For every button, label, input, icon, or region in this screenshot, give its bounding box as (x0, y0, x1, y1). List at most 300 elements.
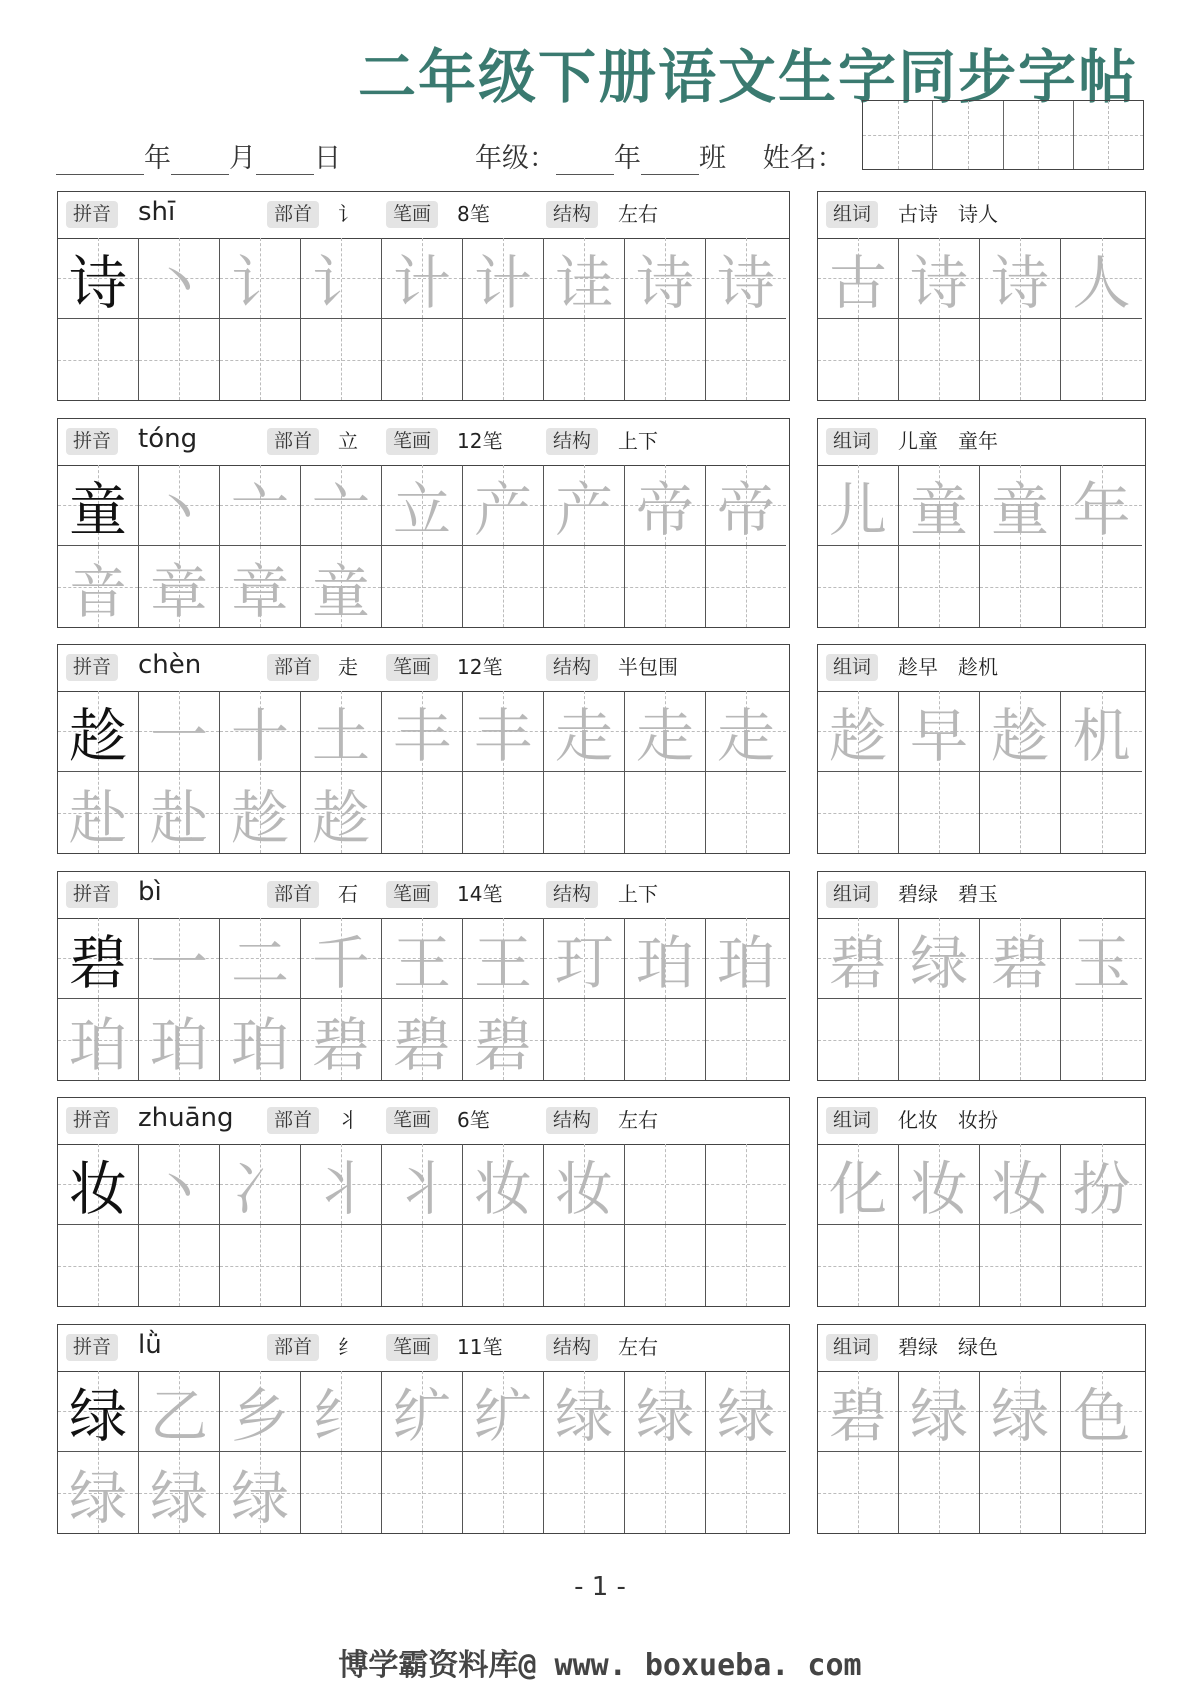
writing-cell[interactable] (301, 1371, 382, 1452)
words-value: 碧绿 碧玉 (898, 882, 998, 906)
pinyin-value: chèn (138, 650, 202, 680)
strokes-tag: 笔画 (386, 654, 438, 681)
trace-character: 妆 (554, 1155, 613, 1223)
trace-character: 妆 (909, 1155, 968, 1223)
writing-cell[interactable] (625, 1371, 706, 1452)
grade-year-blank[interactable] (556, 148, 614, 175)
page-number: - 1 - (574, 1572, 626, 1602)
guide-line-vertical (1020, 546, 1021, 627)
writing-cell[interactable] (463, 319, 544, 400)
trace-character: 绿 (909, 1382, 968, 1450)
writing-cell[interactable] (220, 1225, 301, 1306)
writing-cell[interactable] (625, 465, 706, 546)
writing-cell[interactable] (139, 999, 220, 1080)
character-info-row (58, 192, 789, 239)
writing-cell[interactable] (139, 238, 220, 319)
guide-line-vertical (1020, 1452, 1021, 1533)
writing-cell[interactable] (301, 772, 382, 853)
trace-character: 计 (473, 249, 532, 317)
guide-line-vertical (503, 546, 504, 627)
guide-line-vertical (584, 319, 585, 400)
writing-cell[interactable] (980, 319, 1061, 400)
writing-cell[interactable] (706, 465, 786, 546)
name-box-cell[interactable] (1004, 101, 1074, 169)
writing-cell[interactable] (1061, 1452, 1142, 1533)
writing-cell[interactable] (899, 772, 980, 853)
trace-character: 绿 (909, 929, 968, 997)
name-box-cell[interactable] (863, 101, 933, 169)
writing-cell[interactable] (1061, 319, 1142, 400)
guide-line-vertical (584, 546, 585, 627)
writing-cell[interactable] (220, 319, 301, 400)
writing-cell[interactable] (544, 319, 625, 400)
writing-cell[interactable] (139, 465, 220, 546)
writing-cell[interactable] (544, 546, 625, 627)
guide-line-vertical (1020, 999, 1021, 1080)
writing-cell[interactable] (139, 1225, 220, 1306)
trace-character: 珀 (230, 1010, 289, 1079)
writing-cell[interactable] (818, 772, 899, 853)
words-tag: 组词 (826, 201, 878, 228)
guide-line-vertical (858, 546, 859, 627)
writing-cell[interactable] (544, 999, 625, 1080)
writing-cell[interactable] (1061, 918, 1142, 999)
writing-cell[interactable] (382, 1371, 463, 1452)
trace-character: 乡 (230, 1382, 289, 1450)
guide-line-vertical (746, 1225, 747, 1306)
writing-cell[interactable] (139, 691, 220, 772)
writing-cell[interactable] (220, 1371, 301, 1452)
writing-cell[interactable] (544, 772, 625, 853)
trace-character: 音 (68, 557, 127, 626)
month-blank[interactable] (171, 148, 229, 175)
writing-cell[interactable] (980, 546, 1061, 627)
writing-grid (58, 465, 789, 627)
trace-character: 绿 (716, 1382, 775, 1450)
guide-line-vertical (584, 1452, 585, 1533)
writing-cell[interactable] (382, 238, 463, 319)
writing-grid (58, 1371, 789, 1533)
writing-cell[interactable] (301, 546, 382, 627)
writing-cell[interactable] (220, 691, 301, 772)
name-box-cell[interactable] (933, 101, 1003, 169)
writing-cell[interactable] (382, 319, 463, 400)
writing-cell[interactable] (899, 1452, 980, 1533)
structure-value: 半包围 (618, 655, 678, 679)
writing-cell[interactable] (706, 319, 786, 400)
strokes-value: 12笔 (457, 429, 503, 453)
trace-character: 古 (828, 249, 887, 317)
writing-cell[interactable] (706, 999, 786, 1080)
structure-value: 上下 (618, 882, 658, 906)
writing-cell[interactable] (139, 1371, 220, 1452)
footer-watermark: 博学霸资料库@ www. boxueba. com (338, 1648, 862, 1683)
name-box-cell[interactable] (1074, 101, 1143, 169)
writing-cell[interactable] (625, 1144, 706, 1225)
trace-character: 章 (149, 557, 208, 626)
writing-cell[interactable] (220, 238, 301, 319)
radical-tag: 部首 (267, 1107, 319, 1134)
writing-cell[interactable] (980, 238, 1061, 319)
name-boxes[interactable] (862, 100, 1144, 170)
trace-character: 计 (392, 249, 451, 317)
page-title: 二年级下册语文生字同步字帖 (358, 43, 1139, 111)
writing-cell[interactable] (463, 465, 544, 546)
guide-line-vertical (858, 1452, 859, 1533)
trace-character: 纩 (473, 1382, 532, 1450)
guide-line-vertical (503, 1452, 504, 1533)
writing-cell[interactable] (1061, 546, 1142, 627)
day-blank[interactable] (256, 148, 314, 175)
date-line (56, 136, 341, 175)
guide-line-vertical (260, 319, 261, 400)
pinyin-tag: 拼音 (66, 1334, 118, 1361)
guide-line-vertical (1102, 999, 1103, 1080)
writing-cell[interactable] (463, 546, 544, 627)
writing-grid (58, 238, 789, 400)
writing-cell[interactable] (1061, 465, 1142, 546)
trace-character: 丶 (149, 476, 208, 544)
trace-character: 丬 (311, 1155, 370, 1223)
writing-cell[interactable] (58, 1225, 139, 1306)
word-grid (818, 691, 1145, 853)
trace-character: 绿 (149, 1463, 208, 1532)
guide-line-vertical (503, 772, 504, 853)
writing-grid (58, 691, 789, 853)
writing-cell[interactable] (463, 1371, 544, 1452)
writing-cell[interactable] (544, 1371, 625, 1452)
model-character: 趁 (68, 702, 127, 770)
writing-cell[interactable] (625, 772, 706, 853)
writing-cell[interactable] (58, 465, 139, 546)
year-blank[interactable] (56, 148, 144, 175)
writing-cell[interactable] (301, 999, 382, 1080)
writing-cell[interactable] (382, 691, 463, 772)
writing-cell[interactable] (706, 1225, 786, 1306)
trace-character: 化 (828, 1155, 887, 1223)
writing-cell[interactable] (706, 546, 786, 627)
writing-cell[interactable] (463, 772, 544, 853)
writing-cell[interactable] (980, 1144, 1061, 1225)
writing-cell[interactable] (301, 319, 382, 400)
radical-tag: 部首 (267, 654, 319, 681)
pinyin-value: zhuāng (138, 1103, 234, 1133)
writing-cell[interactable] (301, 1144, 382, 1225)
writing-cell[interactable] (899, 691, 980, 772)
writing-cell[interactable] (58, 546, 139, 627)
guide-line-vertical (858, 999, 859, 1080)
writing-cell[interactable] (544, 1452, 625, 1533)
trace-character: 绿 (230, 1463, 289, 1532)
writing-cell[interactable] (818, 1225, 899, 1306)
writing-cell[interactable] (382, 546, 463, 627)
trace-character: 走 (554, 702, 613, 770)
pinyin-tag: 拼音 (66, 201, 118, 228)
writing-cell[interactable] (544, 691, 625, 772)
writing-cell[interactable] (706, 772, 786, 853)
grade-label: 年级： (475, 143, 556, 174)
writing-cell[interactable] (1061, 691, 1142, 772)
writing-cell[interactable] (899, 918, 980, 999)
writing-cell[interactable] (463, 238, 544, 319)
writing-cell[interactable] (818, 238, 899, 319)
writing-cell[interactable] (220, 546, 301, 627)
writing-cell[interactable] (544, 1144, 625, 1225)
guide-line-vertical (665, 999, 666, 1080)
character-panel (57, 1097, 790, 1307)
writing-cell[interactable] (1061, 238, 1142, 319)
guide-line-vertical (422, 1225, 423, 1306)
writing-cell[interactable] (1061, 772, 1142, 853)
writing-cell[interactable] (980, 691, 1061, 772)
writing-cell[interactable] (463, 1225, 544, 1306)
trace-character: 妆 (473, 1155, 532, 1223)
model-character: 碧 (68, 929, 127, 997)
writing-cell[interactable] (220, 1144, 301, 1225)
writing-cell[interactable] (706, 1371, 786, 1452)
radical-value: 纟 (338, 1335, 358, 1359)
writing-cell[interactable] (301, 238, 382, 319)
structure-value: 左右 (618, 202, 658, 226)
writing-cell[interactable] (301, 918, 382, 999)
writing-cell[interactable] (382, 1225, 463, 1306)
word-info-row (818, 1098, 1145, 1145)
writing-cell[interactable] (58, 319, 139, 400)
writing-cell[interactable] (382, 918, 463, 999)
writing-cell[interactable] (463, 999, 544, 1080)
radical-value: 立 (338, 429, 358, 453)
writing-cell[interactable] (220, 918, 301, 999)
guide-line-vertical (665, 772, 666, 853)
guide-line-vertical (1020, 1225, 1021, 1306)
guide-line-vertical (746, 1144, 747, 1224)
trace-character: 童 (909, 476, 968, 544)
writing-cell[interactable] (1061, 999, 1142, 1080)
word-grid (818, 465, 1145, 627)
writing-cell[interactable] (899, 319, 980, 400)
writing-cell[interactable] (382, 999, 463, 1080)
writing-cell[interactable] (139, 918, 220, 999)
strokes-tag: 笔画 (386, 1107, 438, 1134)
writing-cell[interactable] (625, 999, 706, 1080)
structure-tag: 结构 (546, 428, 598, 455)
trace-character: 一 (149, 929, 208, 997)
writing-cell[interactable] (625, 546, 706, 627)
writing-cell[interactable] (818, 1371, 899, 1452)
guide-line-vertical (939, 772, 940, 853)
writing-cell[interactable] (58, 691, 139, 772)
writing-cell[interactable] (625, 1225, 706, 1306)
writing-cell[interactable] (58, 1144, 139, 1225)
word-info-row (818, 872, 1145, 919)
writing-cell[interactable] (382, 465, 463, 546)
words-tag: 组词 (826, 1334, 878, 1361)
writing-cell[interactable] (139, 772, 220, 853)
trace-character: 一 (149, 702, 208, 770)
strokes-tag: 笔画 (386, 881, 438, 908)
writing-cell[interactable] (382, 1144, 463, 1225)
guide-line-vertical (179, 319, 180, 400)
word-info-row (818, 192, 1145, 239)
writing-cell[interactable] (706, 691, 786, 772)
guide-line-vertical (858, 319, 859, 400)
trace-character: 诖 (554, 249, 613, 317)
trace-character: 绿 (68, 1463, 127, 1532)
writing-cell[interactable] (220, 465, 301, 546)
word-panel (817, 191, 1146, 401)
writing-cell[interactable] (818, 546, 899, 627)
writing-cell[interactable] (301, 1225, 382, 1306)
writing-cell[interactable] (58, 1452, 139, 1533)
class-blank[interactable] (641, 148, 699, 175)
guide-line-vertical (665, 1452, 666, 1533)
writing-cell[interactable] (625, 918, 706, 999)
writing-cell[interactable] (706, 1452, 786, 1533)
writing-cell[interactable] (818, 691, 899, 772)
trace-character: 童 (311, 557, 370, 626)
writing-cell[interactable] (625, 691, 706, 772)
trace-character: 玉 (1072, 929, 1131, 997)
writing-cell[interactable] (58, 999, 139, 1080)
trace-character: 土 (311, 702, 370, 770)
guide-line-vertical (422, 319, 423, 400)
character-info-row (58, 1325, 789, 1372)
writing-cell[interactable] (899, 465, 980, 546)
writing-cell[interactable] (220, 1452, 301, 1533)
writing-cell[interactable] (625, 1452, 706, 1533)
writing-cell[interactable] (625, 238, 706, 319)
writing-cell[interactable] (463, 1452, 544, 1533)
writing-cell[interactable] (980, 465, 1061, 546)
writing-cell[interactable] (544, 1225, 625, 1306)
writing-cell[interactable] (980, 1452, 1061, 1533)
writing-cell[interactable] (58, 238, 139, 319)
trace-character: 立 (392, 476, 451, 544)
character-info-row (58, 419, 789, 466)
trace-character: 帝 (716, 476, 775, 544)
writing-cell[interactable] (58, 918, 139, 999)
trace-character: 十 (230, 702, 289, 770)
writing-cell[interactable] (899, 1144, 980, 1225)
guide-line-vertical (1102, 1225, 1103, 1306)
model-character: 诗 (68, 249, 127, 317)
trace-character: 亠 (230, 476, 289, 544)
writing-cell[interactable] (139, 1452, 220, 1533)
trace-character: 珀 (635, 929, 694, 997)
guide-line-vertical (422, 546, 423, 627)
writing-cell[interactable] (899, 546, 980, 627)
writing-cell[interactable] (58, 1371, 139, 1452)
trace-character: 产 (554, 476, 613, 544)
trace-character: 纩 (392, 1382, 451, 1450)
writing-cell[interactable] (301, 691, 382, 772)
writing-cell[interactable] (139, 319, 220, 400)
radical-tag: 部首 (267, 1334, 319, 1361)
writing-cell[interactable] (980, 1371, 1061, 1452)
word-panel (817, 418, 1146, 628)
trace-character: 二 (230, 929, 289, 997)
writing-cell[interactable] (818, 465, 899, 546)
writing-cell[interactable] (706, 918, 786, 999)
guide-line-vertical (584, 999, 585, 1080)
writing-cell[interactable] (706, 238, 786, 319)
writing-cell[interactable] (1061, 1225, 1142, 1306)
writing-cell[interactable] (899, 999, 980, 1080)
writing-cell[interactable] (139, 1144, 220, 1225)
trace-character: 绿 (990, 1382, 1049, 1450)
writing-cell[interactable] (382, 1452, 463, 1533)
writing-cell[interactable] (1061, 1371, 1142, 1452)
writing-cell[interactable] (899, 1225, 980, 1306)
trace-character: 丬 (392, 1155, 451, 1223)
writing-cell[interactable] (1061, 1144, 1142, 1225)
trace-character: 乙 (149, 1382, 208, 1450)
writing-cell[interactable] (544, 918, 625, 999)
writing-cell[interactable] (899, 1371, 980, 1452)
writing-cell[interactable] (382, 772, 463, 853)
guide-line-vertical (665, 319, 666, 400)
writing-cell[interactable] (980, 1225, 1061, 1306)
writing-cell[interactable] (220, 999, 301, 1080)
writing-cell[interactable] (58, 772, 139, 853)
trace-character: 碧 (311, 1010, 370, 1079)
trace-character: 王 (392, 929, 451, 997)
writing-cell[interactable] (301, 1452, 382, 1533)
writing-grid (58, 918, 789, 1080)
writing-cell[interactable] (463, 691, 544, 772)
model-character: 绿 (68, 1382, 127, 1450)
writing-cell[interactable] (139, 546, 220, 627)
writing-cell[interactable] (301, 465, 382, 546)
guide-line-vertical (503, 319, 504, 400)
structure-tag: 结构 (546, 201, 598, 228)
pinyin-value: tóng (138, 424, 198, 454)
writing-cell[interactable] (220, 772, 301, 853)
name-label: 姓名： (762, 143, 844, 174)
writing-cell[interactable] (818, 918, 899, 999)
class-label: 班 (699, 143, 726, 174)
grade-year-label: 年 (614, 143, 641, 174)
writing-cell[interactable] (818, 1452, 899, 1533)
words-value: 趁早 趁机 (898, 655, 998, 679)
writing-cell[interactable] (544, 238, 625, 319)
guide-line-vertical (341, 1452, 342, 1533)
model-character: 妆 (68, 1155, 127, 1223)
writing-cell[interactable] (463, 1144, 544, 1225)
strokes-value: 11笔 (457, 1335, 503, 1359)
character-panel (57, 644, 790, 854)
guide-line-vertical (746, 1452, 747, 1533)
writing-cell[interactable] (980, 918, 1061, 999)
trace-character: 王 (473, 929, 532, 997)
writing-cell[interactable] (899, 238, 980, 319)
pinyin-tag: 拼音 (66, 1107, 118, 1134)
trace-character: 趁 (990, 702, 1049, 770)
guide-line-vertical (503, 1225, 504, 1306)
writing-cell[interactable] (818, 319, 899, 400)
writing-cell[interactable] (544, 465, 625, 546)
word-info-row (818, 1325, 1145, 1372)
trace-character: 年 (1072, 476, 1131, 544)
writing-cell[interactable] (980, 999, 1061, 1080)
writing-cell[interactable] (463, 918, 544, 999)
writing-cell[interactable] (980, 772, 1061, 853)
writing-cell[interactable] (818, 999, 899, 1080)
guide-line-vertical (746, 772, 747, 853)
writing-cell[interactable] (818, 1144, 899, 1225)
writing-cell[interactable] (625, 319, 706, 400)
writing-cell[interactable] (706, 1144, 786, 1225)
